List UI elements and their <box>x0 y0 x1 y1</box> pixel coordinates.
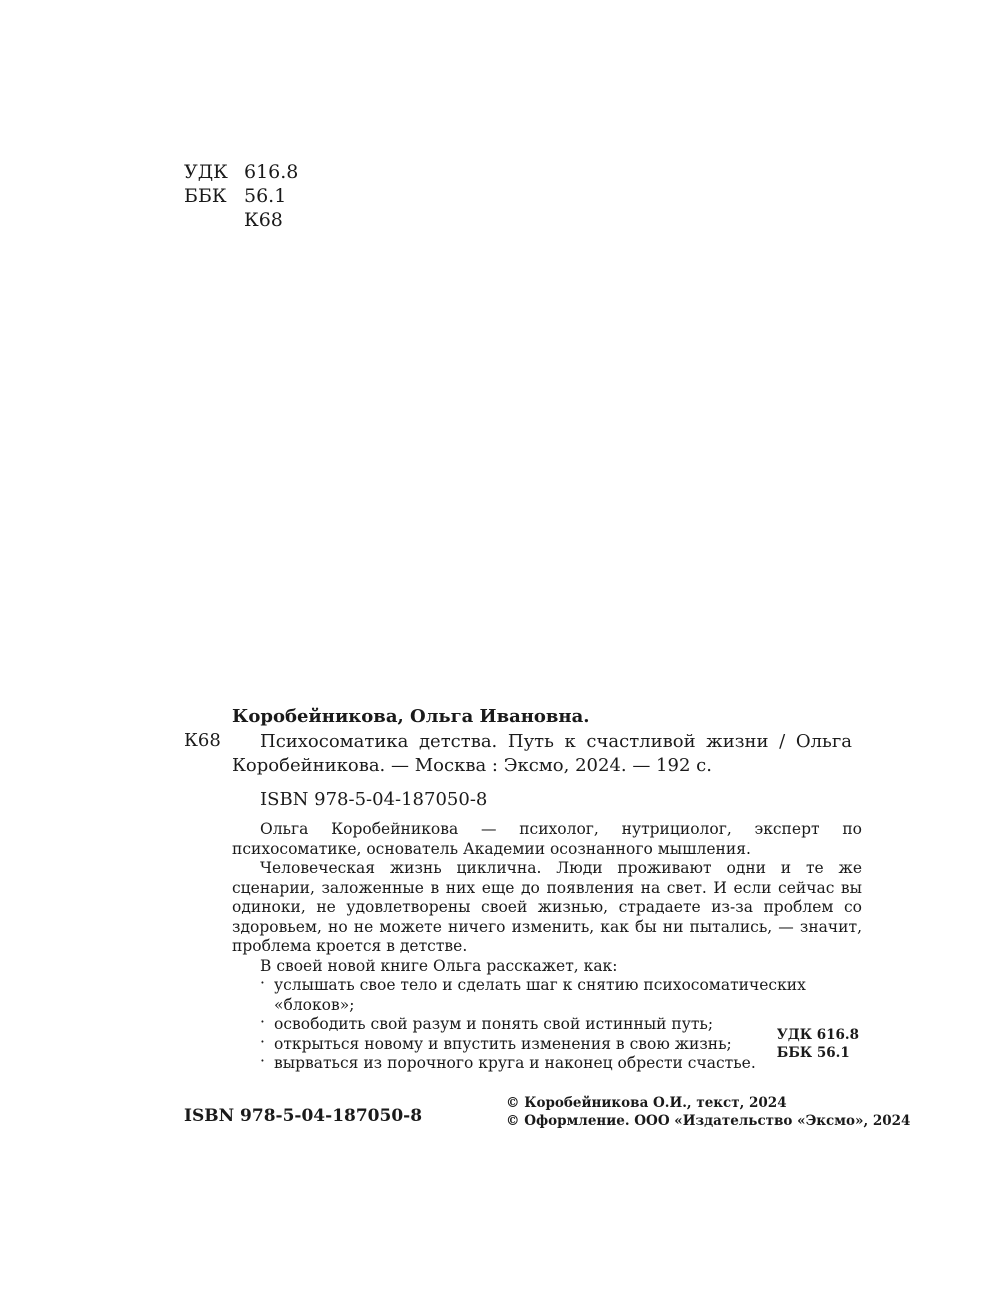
list-item <box>260 976 862 1015</box>
author-sign-value: К68 <box>244 209 283 231</box>
list-item-text: освободить свой разум и понять свой истинный путь; <box>274 1015 714 1033</box>
bbk-code: ББК 56.1 <box>776 1045 850 1061</box>
list-item-text: вырваться из порочного круга и наконец обрести счастье. <box>274 1054 756 1072</box>
bullet-icon: · <box>260 974 265 992</box>
bibliographic-description: Психосоматика детства. Путь к счастливой жизни / Ольга Коробейникова. — Москва : Эксмо, 2024. — 192 с. <box>232 731 852 776</box>
author-sign: К68 <box>184 730 221 751</box>
annotation <box>232 820 862 1074</box>
author-sign-row <box>184 208 298 232</box>
udk-code: УДК 616.8 <box>776 1027 859 1043</box>
list-item <box>260 1015 862 1035</box>
annotation-paragraph: Ольга Коробейникова — психолог, нутрициолог, эксперт по психосоматике, основатель Академии осознанного мышления. <box>232 820 862 858</box>
list-item <box>260 1032 862 1055</box>
bbk-row <box>184 184 298 208</box>
bbk-label: ББК <box>184 185 227 207</box>
copyright-design: © Оформление. ООО «Издательство «Эксмо», 2024 <box>506 1113 911 1129</box>
author-sign-label <box>184 208 244 232</box>
annotation-paragraph: В своей новой книге Ольга расскажет, как: <box>260 956 618 975</box>
annotation-paragraph: Человеческая жизнь циклична. Люди проживают одни и те же сценарии, заложенные в них еще до появления на свет. И если сейчас вы одиноки, не удовлетворены своей жизнью, страдаете из-за проблем со здоровьем, но не можете ничего изменить, как бы ни пытались, — значит, проблема кроется в детстве. <box>232 859 862 955</box>
copyright-text: © Коробейникова О.И., текст, 2024 <box>506 1095 787 1111</box>
classification-codes <box>184 160 298 232</box>
list-item-text: услышать свое тело и сделать шаг к снятию психосоматических «блоков»; <box>274 976 806 1014</box>
udk-bbk-block <box>777 1026 859 1062</box>
isbn-bottom: ISBN 978-5-04-187050-8 <box>184 1106 423 1126</box>
udk-label: УДК <box>184 161 228 183</box>
annotation-list <box>232 976 862 1074</box>
bullet-icon: · <box>260 1013 265 1031</box>
bbk-value: 56.1 <box>244 185 287 207</box>
udk-row <box>184 160 298 184</box>
isbn-line: ISBN 978-5-04-187050-8 <box>260 789 488 810</box>
bullet-icon: · <box>260 1052 265 1070</box>
copyright-block <box>506 1094 910 1130</box>
list-item <box>260 1054 862 1074</box>
author-heading: Коробейникова, Ольга Ивановна. <box>232 706 590 727</box>
udk-value: 616.8 <box>244 161 299 183</box>
bullet-icon: · <box>260 1032 265 1051</box>
list-item-text: открыться новому и впустить изменения в свою жизнь; <box>274 1034 732 1053</box>
